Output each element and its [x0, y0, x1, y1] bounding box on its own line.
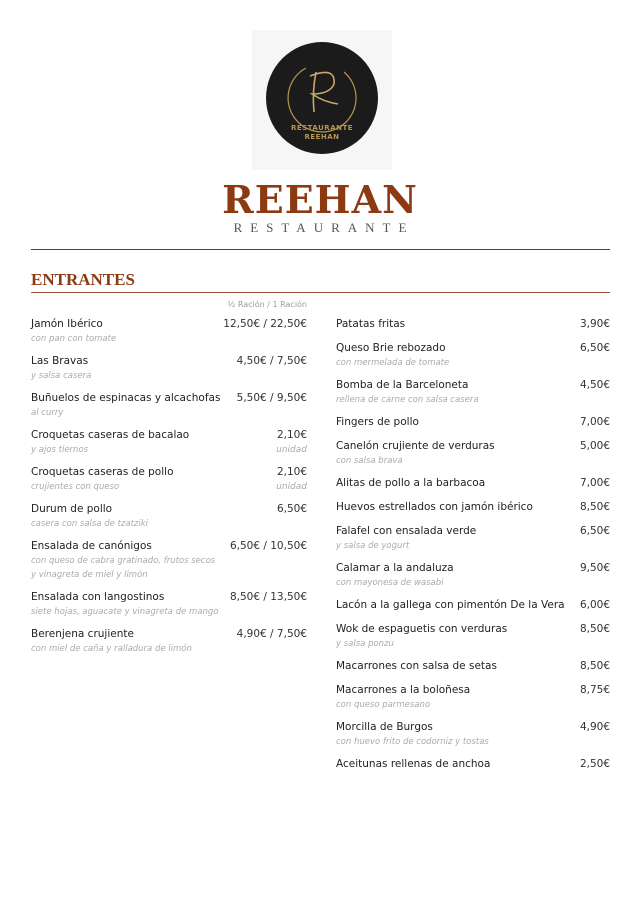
- menu-item-pricing: [580, 414, 610, 430]
- menu-item-pricing: [237, 353, 307, 383]
- menu-item-info: [31, 626, 237, 656]
- menu-item-name: Falafel con ensalada verde: [336, 525, 477, 537]
- menu-item: [336, 523, 610, 553]
- menu-item-price: 6,50€: [579, 525, 610, 537]
- menu-item: [336, 597, 610, 613]
- menu-item-unit: unidad: [276, 445, 307, 455]
- menu-item-name: Ensalada de canónigos: [31, 540, 152, 552]
- menu-item-info: [336, 377, 580, 407]
- menu-item-pricing: [580, 377, 610, 407]
- menu-item-info: [31, 353, 237, 383]
- menu-item-name: Berenjena crujiente: [31, 628, 134, 640]
- menu-item-pricing: [276, 427, 307, 457]
- menu-item-description: y salsa casera: [31, 371, 92, 381]
- menu-item-info: [336, 340, 580, 370]
- menu-item-price: 7,00€: [579, 477, 610, 489]
- menu-item-description: con queso parmesano: [336, 700, 431, 710]
- menu-item-info: [336, 682, 580, 712]
- menu-item-name: Macarrones con salsa de setas: [336, 660, 497, 672]
- menu-item-price: 8,50€: [579, 501, 610, 513]
- menu-item: [31, 316, 307, 346]
- menu-item-pricing: [580, 682, 610, 712]
- menu-item-description: con queso de cabra gratinado, frutos secos: [31, 556, 216, 566]
- menu-item-name: Morcilla de Burgos: [336, 721, 433, 733]
- menu-item: [336, 560, 610, 590]
- menu-item-name: Lacón a la gallega con pimentón De la Vera: [336, 599, 565, 611]
- menu-item-info: [31, 538, 230, 582]
- menu-item-description: con miel de caña y ralladura de limón: [31, 644, 192, 654]
- menu-item-pricing: [580, 523, 610, 553]
- menu-item-price: 6,50€: [276, 503, 307, 515]
- menu-item-name: Fingers de pollo: [336, 416, 419, 428]
- menu-item-price: 6,00€: [579, 599, 610, 611]
- menu-item-info: [336, 597, 580, 613]
- menu-item-name: Alitas de pollo a la barbacoa: [336, 477, 486, 489]
- menu-item-pricing: [580, 756, 610, 772]
- menu-item: [336, 414, 610, 430]
- menu-item-description: y vinagreta de miel y limón: [31, 570, 148, 580]
- menu-item-name: Aceitunas rellenas de anchoa: [336, 758, 491, 770]
- menu-item-info: [31, 464, 276, 494]
- menu-item-name: Queso Brie rebozado: [336, 342, 446, 354]
- menu-item-description: y salsa ponzu: [336, 639, 394, 649]
- menu-item-description: y salsa de yogurt: [336, 541, 410, 551]
- menu-item-info: [336, 523, 580, 553]
- menu-item: [336, 756, 610, 772]
- menu-item-description: crujientes con queso: [31, 482, 120, 492]
- menu-item-price: 8,50€ / 13,50€: [229, 591, 307, 603]
- menu-item-name: Croquetas caseras de bacalao: [31, 429, 190, 441]
- menu-item-pricing: [580, 621, 610, 651]
- menu-item-pricing: [230, 538, 307, 582]
- menu-item: [31, 501, 307, 531]
- header-divider: [31, 249, 610, 250]
- menu-item: [336, 719, 610, 749]
- menu-item-name: Buñuelos de espinacas y alcachofas: [31, 392, 221, 404]
- menu-item: [336, 316, 610, 332]
- menu-item-info: [336, 438, 580, 468]
- portion-column-header: ½ Ración / 1 Ración: [227, 300, 307, 309]
- menu-item: [31, 538, 307, 582]
- menu-item-name: Canelón crujiente de verduras: [336, 440, 495, 452]
- menu-item-price: 2,50€: [579, 758, 610, 770]
- menu-column-right: [336, 316, 610, 780]
- menu-item: [31, 390, 307, 420]
- menu-item-price: 12,50€ / 22,50€: [223, 318, 307, 330]
- menu-item-price: 5,50€ / 9,50€: [236, 392, 307, 404]
- menu-item-info: [336, 560, 580, 590]
- menu-item-name: Las Bravas: [31, 355, 89, 367]
- menu-item-name: Bomba de la Barceloneta: [336, 379, 469, 391]
- menu-item-pricing: [580, 475, 610, 491]
- menu-item-description: y ajos tiernos: [31, 445, 89, 455]
- logo-emblem: [266, 42, 378, 154]
- menu-item-info: [31, 589, 230, 619]
- menu-item-info: [336, 414, 580, 430]
- menu-column-left: [31, 316, 307, 663]
- menu-item-description: casera con salsa de tzatziki: [31, 519, 149, 529]
- section-divider: [31, 292, 610, 293]
- menu-item: [31, 589, 307, 619]
- section-title: ENTRANTES: [31, 270, 135, 289]
- menu-item-info: [336, 658, 580, 674]
- menu-item-price: 9,50€: [579, 562, 610, 574]
- menu-item-name: Jamón Ibérico: [31, 318, 103, 330]
- menu-item-pricing: [276, 464, 307, 494]
- menu-item-info: [336, 475, 580, 491]
- menu-item-price: 8,50€: [579, 660, 610, 672]
- menu-item-description: rellena de carne con salsa casera: [336, 395, 479, 405]
- menu-item: [31, 464, 307, 494]
- menu-item-description: con huevo frito de codorniz y tostas: [336, 737, 489, 747]
- logo-text: [266, 124, 378, 142]
- menu-item-info: [31, 501, 277, 531]
- menu-item-name: Macarrones a la boloñesa: [336, 684, 471, 696]
- menu-item-pricing: [237, 626, 307, 656]
- menu-item-price: 4,50€: [579, 379, 610, 391]
- menu-item: [336, 682, 610, 712]
- menu-item-description: siete hojas, aguacate y vinagreta de mango: [31, 607, 219, 617]
- menu-item-info: [336, 316, 580, 332]
- menu-item-pricing: [580, 560, 610, 590]
- menu-item-pricing: [237, 390, 307, 420]
- menu-item-price: 7,00€: [579, 416, 610, 428]
- menu-item-price: 5,00€: [579, 440, 610, 452]
- menu-item: [336, 475, 610, 491]
- menu-item-name: Calamar a la andaluza: [336, 562, 454, 574]
- menu-item-price: 6,50€: [579, 342, 610, 354]
- menu-item-pricing: [580, 719, 610, 749]
- menu-item: [31, 626, 307, 656]
- menu-item-price: 4,50€ / 7,50€: [236, 355, 307, 367]
- menu-item-description: con mayonesa de wasabi: [336, 578, 444, 588]
- menu-item: [336, 340, 610, 370]
- logo-line-2: REEHAN: [304, 133, 340, 141]
- menu-item: [336, 377, 610, 407]
- menu-item-info: [336, 719, 580, 749]
- menu-item-pricing: [580, 658, 610, 674]
- menu-item-price: 8,50€: [579, 623, 610, 635]
- logo-line-1: RESTAURANTE: [290, 124, 354, 132]
- menu-item-name: Ensalada con langostinos: [31, 591, 165, 603]
- menu-item-info: [336, 499, 580, 515]
- menu-item-price: 2,10€: [276, 466, 307, 478]
- menu-item: [31, 427, 307, 457]
- menu-item-pricing: [580, 499, 610, 515]
- menu-item-name: Croquetas caseras de pollo: [31, 466, 174, 478]
- menu-item-info: [336, 756, 580, 772]
- menu-item-price: 8,75€: [579, 684, 610, 696]
- brand-subtitle: RESTAURANTE: [233, 220, 415, 235]
- menu-item-pricing: [580, 597, 610, 613]
- menu-item-info: [336, 621, 580, 651]
- menu-item-pricing: [277, 501, 307, 531]
- menu-item: [31, 353, 307, 383]
- menu-item-price: 6,50€ / 10,50€: [229, 540, 307, 552]
- brand-name: REEHAN: [222, 177, 418, 222]
- menu-item: [336, 658, 610, 674]
- menu-item: [336, 438, 610, 468]
- menu-item: [336, 499, 610, 515]
- restaurant-logo: [252, 30, 392, 170]
- menu-item-description: al curry: [31, 408, 64, 418]
- menu-item-pricing: [580, 340, 610, 370]
- menu-item: [336, 621, 610, 651]
- menu-item-info: [31, 316, 223, 346]
- menu-item-price: 2,10€: [276, 429, 307, 441]
- menu-item-pricing: [230, 589, 307, 619]
- menu-item-description: con salsa brava: [336, 456, 403, 466]
- menu-item-pricing: [223, 316, 307, 346]
- menu-item-unit: unidad: [276, 482, 307, 492]
- menu-item-name: Durum de pollo: [31, 503, 113, 515]
- menu-item-info: [31, 390, 237, 420]
- menu-item-price: 3,90€: [579, 318, 610, 330]
- menu-item-price: 4,90€: [579, 721, 610, 733]
- menu-item-description: con mermelada de tomate: [336, 358, 450, 368]
- menu-item-name: Huevos estrellados con jamón ibérico: [336, 501, 533, 513]
- menu-item-description: con pan con tomate: [31, 334, 117, 344]
- menu-item-name: Patatas fritas: [336, 318, 406, 330]
- menu-item-name: Wok de espaguetis con verduras: [336, 623, 508, 635]
- menu-item-price: 4,90€ / 7,50€: [236, 628, 307, 640]
- menu-item-pricing: [580, 316, 610, 332]
- menu-item-info: [31, 427, 276, 457]
- menu-item-pricing: [580, 438, 610, 468]
